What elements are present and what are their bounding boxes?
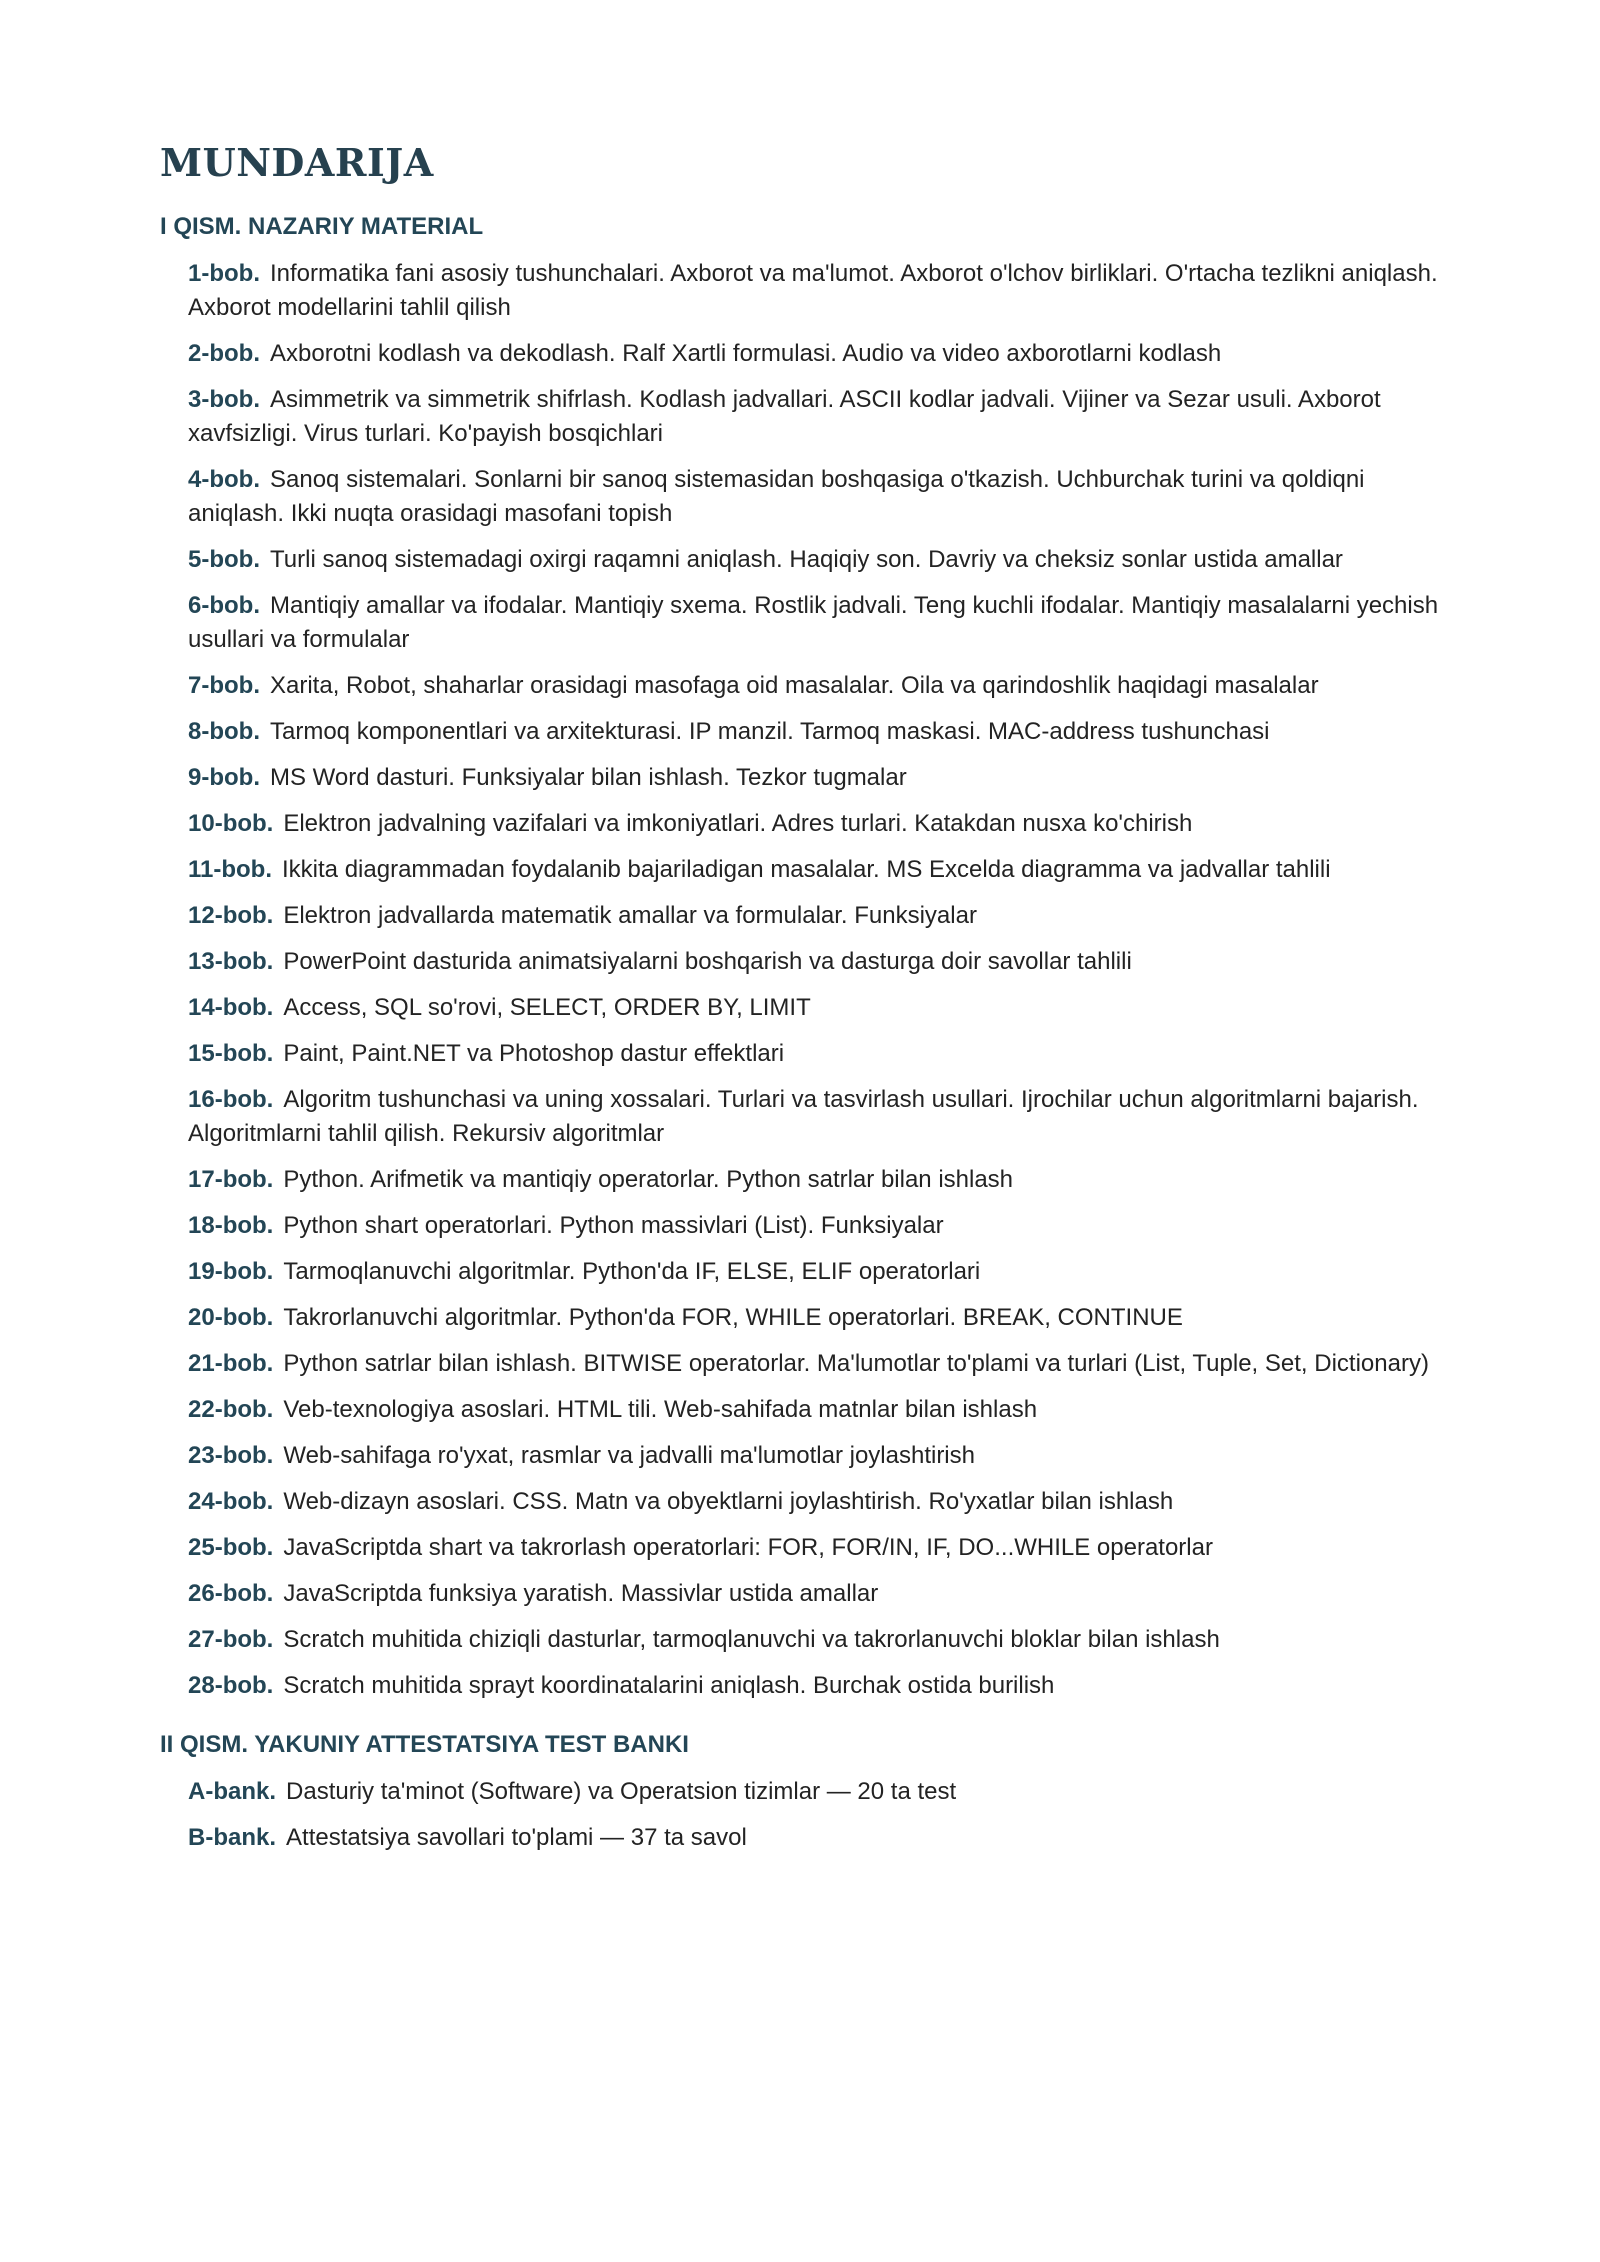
part-heading: I QISM. NAZARIY MATERIAL xyxy=(160,213,484,240)
toc-entry[interactable] xyxy=(188,1821,1450,1855)
toc-entry-title: Axborotni kodlash va dekodlash. Ralf Xartli formulasi. Audio va video axborotlarni kodlash xyxy=(270,340,1222,367)
toc-entry-number: 20-bob. xyxy=(188,1304,274,1331)
toc-entry-number: 6-bob. xyxy=(188,592,260,619)
toc-entry-title: Access, SQL so'rovi, SELECT, ORDER BY, LIMIT xyxy=(283,994,811,1021)
toc-entry[interactable] xyxy=(188,337,1450,371)
toc-entry-number: 28-bob. xyxy=(188,1672,274,1699)
toc-entry-number: A-bank. xyxy=(188,1778,277,1805)
toc-entry-title: Asimmetrik va simmetrik shifrlash. Kodlash jadvallari. ASCII kodlar jadvali. Vijiner va Sezar usuli. Axborot xavfsizligi. Virus turlari. Ko'payish bosqichlari xyxy=(188,386,1381,447)
toc-entry[interactable] xyxy=(188,1669,1450,1703)
toc-entry-number: 18-bob. xyxy=(188,1212,274,1239)
toc-entry[interactable] xyxy=(188,669,1450,703)
toc-entry-title: JavaScriptda shart va takrorlash operatorlari: FOR, FOR/IN, IF, DO...WHILE operatorlar xyxy=(283,1534,1213,1561)
toc-entry-number: 24-bob. xyxy=(188,1488,274,1515)
part-heading: II QISM. YAKUNIY ATTESTATSIYA TEST BANKI xyxy=(160,1731,689,1758)
toc-entry-title: Dasturiy ta'minot (Software) va Operatsion tizimlar — 20 ta test xyxy=(286,1778,957,1805)
toc-entry[interactable] xyxy=(188,1347,1450,1381)
toc-entry[interactable] xyxy=(188,1775,1450,1809)
toc-entry-title: Elektron jadvallarda matematik amallar va formulalar. Funksiyalar xyxy=(283,902,977,929)
toc-entry[interactable] xyxy=(188,1439,1450,1473)
toc-entry-number: 10-bob. xyxy=(188,810,274,837)
toc-entry[interactable] xyxy=(188,991,1450,1025)
toc-list xyxy=(160,257,1450,1703)
toc-entry-number: 8-bob. xyxy=(188,718,260,745)
toc-entry-number: 15-bob. xyxy=(188,1040,274,1067)
toc-entry[interactable] xyxy=(188,383,1450,451)
toc-entry-number: 21-bob. xyxy=(188,1350,274,1377)
toc-entry-title: Algoritm tushunchasi va uning xossalari. Turlari va tasvirlash usullari. Ijrochilar uchun algoritmlarni bajarish. Algoritmlarni tahlil qilish. Rekursiv algoritmlar xyxy=(188,1086,1419,1147)
toc-entry[interactable] xyxy=(188,1255,1450,1289)
toc-entry-title: Tarmoq komponentlari va arxitekturasi. IP manzil. Tarmoq maskasi. MAC-address tushunchasi xyxy=(270,718,1270,745)
toc-entry-title: MS Word dasturi. Funksiyalar bilan ishlash. Tezkor tugmalar xyxy=(270,764,907,791)
toc-entry[interactable] xyxy=(188,715,1450,749)
toc-entry-number: 27-bob. xyxy=(188,1626,274,1653)
toc-entry-number: 26-bob. xyxy=(188,1580,274,1607)
toc-entry-title: PowerPoint dasturida animatsiyalarni boshqarish va dasturga doir savollar tahlili xyxy=(283,948,1132,975)
toc-entry-title: Takrorlanuvchi algoritmlar. Python'da FOR, WHILE operatorlari. BREAK, CONTINUE xyxy=(283,1304,1183,1331)
toc-entry-title: Web-sahifaga ro'yxat, rasmlar va jadvalli ma'lumotlar joylashtirish xyxy=(283,1442,975,1469)
toc-entry-number: 14-bob. xyxy=(188,994,274,1021)
toc-entry-title: Attestatsiya savollari to'plami — 37 ta savol xyxy=(286,1824,747,1851)
toc-entry-number: 7-bob. xyxy=(188,672,260,699)
toc-entry[interactable] xyxy=(188,853,1450,887)
toc-parts xyxy=(160,213,1450,1855)
toc-entry[interactable] xyxy=(188,1485,1450,1519)
toc-entry-number: 3-bob. xyxy=(188,386,260,413)
toc-entry-number: 13-bob. xyxy=(188,948,274,975)
toc-entry-title: Python. Arifmetik va mantiqiy operatorlar. Python satrlar bilan ishlash xyxy=(283,1166,1014,1193)
toc-list xyxy=(160,1775,1450,1855)
toc-entry-title: Informatika fani asosiy tushunchalari. Axborot va ma'lumot. Axborot o'lchov birliklari. O'rtacha tezlikni aniqlash. Axborot modellarini tahlil qilish xyxy=(188,260,1438,321)
toc-entry[interactable] xyxy=(188,1301,1450,1335)
toc-entry[interactable] xyxy=(188,257,1450,325)
toc-entry-title: JavaScriptda funksiya yaratish. Massivlar ustida amallar xyxy=(283,1580,879,1607)
toc-entry-title: Tarmoqlanuvchi algoritmlar. Python'da IF, ELSE, ELIF operatorlari xyxy=(283,1258,981,1285)
toc-entry-title: Scratch muhitida chiziqli dasturlar, tarmoqlanuvchi va takrorlanuvchi bloklar bilan ishlash xyxy=(283,1626,1220,1653)
toc-entry[interactable] xyxy=(188,899,1450,933)
toc-entry-number: 4-bob. xyxy=(188,466,260,493)
toc-entry-number: 23-bob. xyxy=(188,1442,274,1469)
toc-entry-title: Elektron jadvalning vazifalari va imkoniyatlari. Adres turlari. Katakdan nusxa ko'chirish xyxy=(283,810,1193,837)
toc-entry-title: Veb-texnologiya asoslari. HTML tili. Web-sahifada matnlar bilan ishlash xyxy=(283,1396,1038,1423)
toc-entry-title: Ikkita diagrammadan foydalanib bajariladigan masalalar. MS Excelda diagramma va jadvallar tahlili xyxy=(282,856,1331,883)
toc-entry[interactable] xyxy=(188,589,1450,657)
toc-entry-number: B-bank. xyxy=(188,1824,277,1851)
toc-entry[interactable] xyxy=(188,543,1450,577)
toc-entry-title: Sanoq sistemalari. Sonlarni bir sanoq sistemasidan boshqasiga o'tkazish. Uchburchak turini va qoldiqni aniqlash. Ikki nuqta orasidagi masofani topish xyxy=(188,466,1365,527)
toc-entry[interactable] xyxy=(188,1531,1450,1565)
toc-entry-number: 12-bob. xyxy=(188,902,274,929)
toc-entry-number: 2-bob. xyxy=(188,340,260,367)
page-title: MUNDARIJA xyxy=(160,140,434,185)
toc-entry[interactable] xyxy=(188,1037,1450,1071)
toc-entry-number: 5-bob. xyxy=(188,546,260,573)
toc-entry-title: Python satrlar bilan ishlash. BITWISE operatorlar. Ma'lumotlar to'plami va turlari (List, Tuple, Set, Dictionary) xyxy=(283,1350,1429,1377)
toc-entry-title: Xarita, Robot, shaharlar orasidagi masofaga oid masalalar. Oila va qarindoshlik haqidagi masalalar xyxy=(270,672,1319,699)
toc-entry[interactable] xyxy=(188,945,1450,979)
toc-entry-number: 17-bob. xyxy=(188,1166,274,1193)
toc-entry[interactable] xyxy=(188,1393,1450,1427)
toc-entry-number: 16-bob. xyxy=(188,1086,274,1113)
toc-entry-number: 9-bob. xyxy=(188,764,260,791)
toc-entry-number: 19-bob. xyxy=(188,1258,274,1285)
toc-entry-number: 22-bob. xyxy=(188,1396,274,1423)
toc-entry-number: 25-bob. xyxy=(188,1534,274,1561)
toc-entry-title: Paint, Paint.NET va Photoshop dastur effektlari xyxy=(283,1040,785,1067)
document-page xyxy=(160,140,1450,1867)
toc-entry-title: Mantiqiy amallar va ifodalar. Mantiqiy sxema. Rostlik jadvali. Teng kuchli ifodalar. Mantiqiy masalalarni yechish usullari va formulalar xyxy=(188,592,1439,653)
toc-entry[interactable] xyxy=(188,1209,1450,1243)
toc-entry-title: Web-dizayn asoslari. CSS. Matn va obyektlarni joylashtirish. Ro'yxatlar bilan ishlash xyxy=(283,1488,1174,1515)
toc-entry-title: Turli sanoq sistemadagi oxirgi raqamni aniqlash. Haqiqiy son. Davriy va cheksiz sonlar ustida amallar xyxy=(270,546,1343,573)
toc-entry[interactable] xyxy=(188,1083,1450,1151)
toc-entry[interactable] xyxy=(188,1163,1450,1197)
toc-entry[interactable] xyxy=(188,1577,1450,1611)
toc-entry[interactable] xyxy=(188,463,1450,531)
toc-entry-title: Python shart operatorlari. Python massivlari (List). Funksiyalar xyxy=(283,1212,944,1239)
toc-entry[interactable] xyxy=(188,807,1450,841)
toc-entry[interactable] xyxy=(188,761,1450,795)
toc-entry-number: 1-bob. xyxy=(188,260,260,287)
toc-entry-number: 11-bob. xyxy=(188,856,273,883)
toc-entry-title: Scratch muhitida sprayt koordinatalarini aniqlash. Burchak ostida burilish xyxy=(283,1672,1055,1699)
toc-entry[interactable] xyxy=(188,1623,1450,1657)
